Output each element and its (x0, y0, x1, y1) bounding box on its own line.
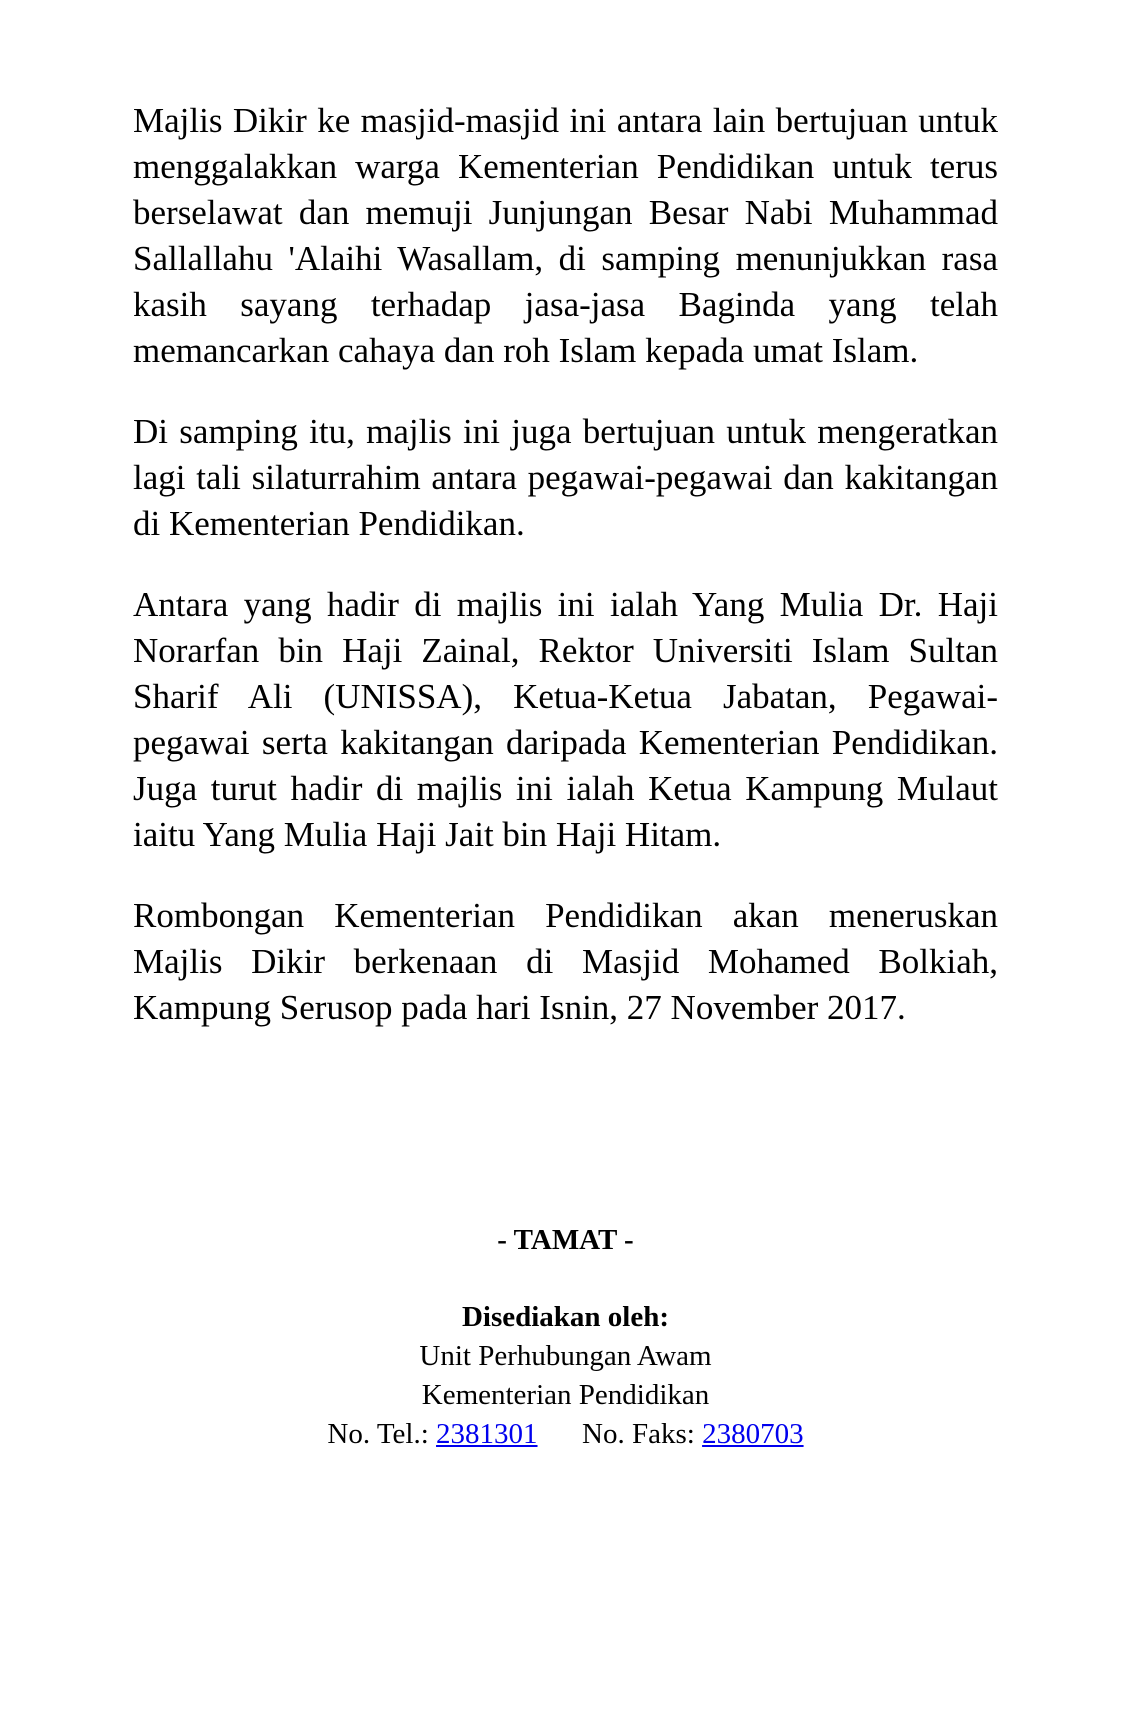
fax-number-link[interactable]: 2380703 (702, 1418, 804, 1450)
tel-label: No. Tel.: (327, 1418, 429, 1450)
article-body (133, 98, 998, 1031)
fax-label: No. Faks: (582, 1418, 695, 1450)
ministry-name: Kementerian Pendidikan (421, 1379, 710, 1411)
contact-line (133, 1415, 998, 1454)
paragraph-attendees: Antara yang hadir di majlis ini ialah Yang Mulia Dr. Haji Norarfan bin Haji Zainal, Rektor Universiti Islam Sultan Sharif Ali (UNISSA), Ketua-Ketua Jabatan, Pegawai-pegawai serta kakitangan daripada Kementerian Pendidikan. Juga turut hadir di majlis ini ialah Ketua Kampung Mulaut iaitu Yang Mulia Haji Jait bin Haji Hitam. (133, 585, 998, 854)
tel-number-link[interactable]: 2381301 (436, 1418, 538, 1450)
end-marker: - TAMAT - (497, 1224, 634, 1256)
paragraph-silaturrahim: Di samping itu, majlis ini juga bertujuan untuk mengeratkan lagi tali silaturrahim antara pegawai-pegawai dan kakitangan di Kementerian Pendidikan. (133, 412, 998, 543)
prepared-by-heading: Disediakan oleh: (461, 1301, 670, 1333)
paragraph-next-event: Rombongan Kementerian Pendidikan akan meneruskan Majlis Dikir berkenaan di Masjid Mohamed Bolkiah, Kampung Serusop pada hari Isnin, 27 November 2017. (133, 896, 998, 1027)
prepared-by-block (133, 1298, 998, 1454)
unit-name: Unit Perhubungan Awam (419, 1340, 712, 1372)
paragraph-purpose: Majlis Dikir ke masjid-masjid ini antara lain bertujuan untuk menggalakkan warga Kementerian Pendidikan untuk terus berselawat dan memuji Junjungan Besar Nabi Muhammad Sallallahu 'Alaihi Wasallam, di samping menunjukkan rasa kasih sayang terhadap jasa-jasa Baginda yang telah memancarkan cahaya dan roh Islam kepada umat Islam. (133, 101, 998, 370)
